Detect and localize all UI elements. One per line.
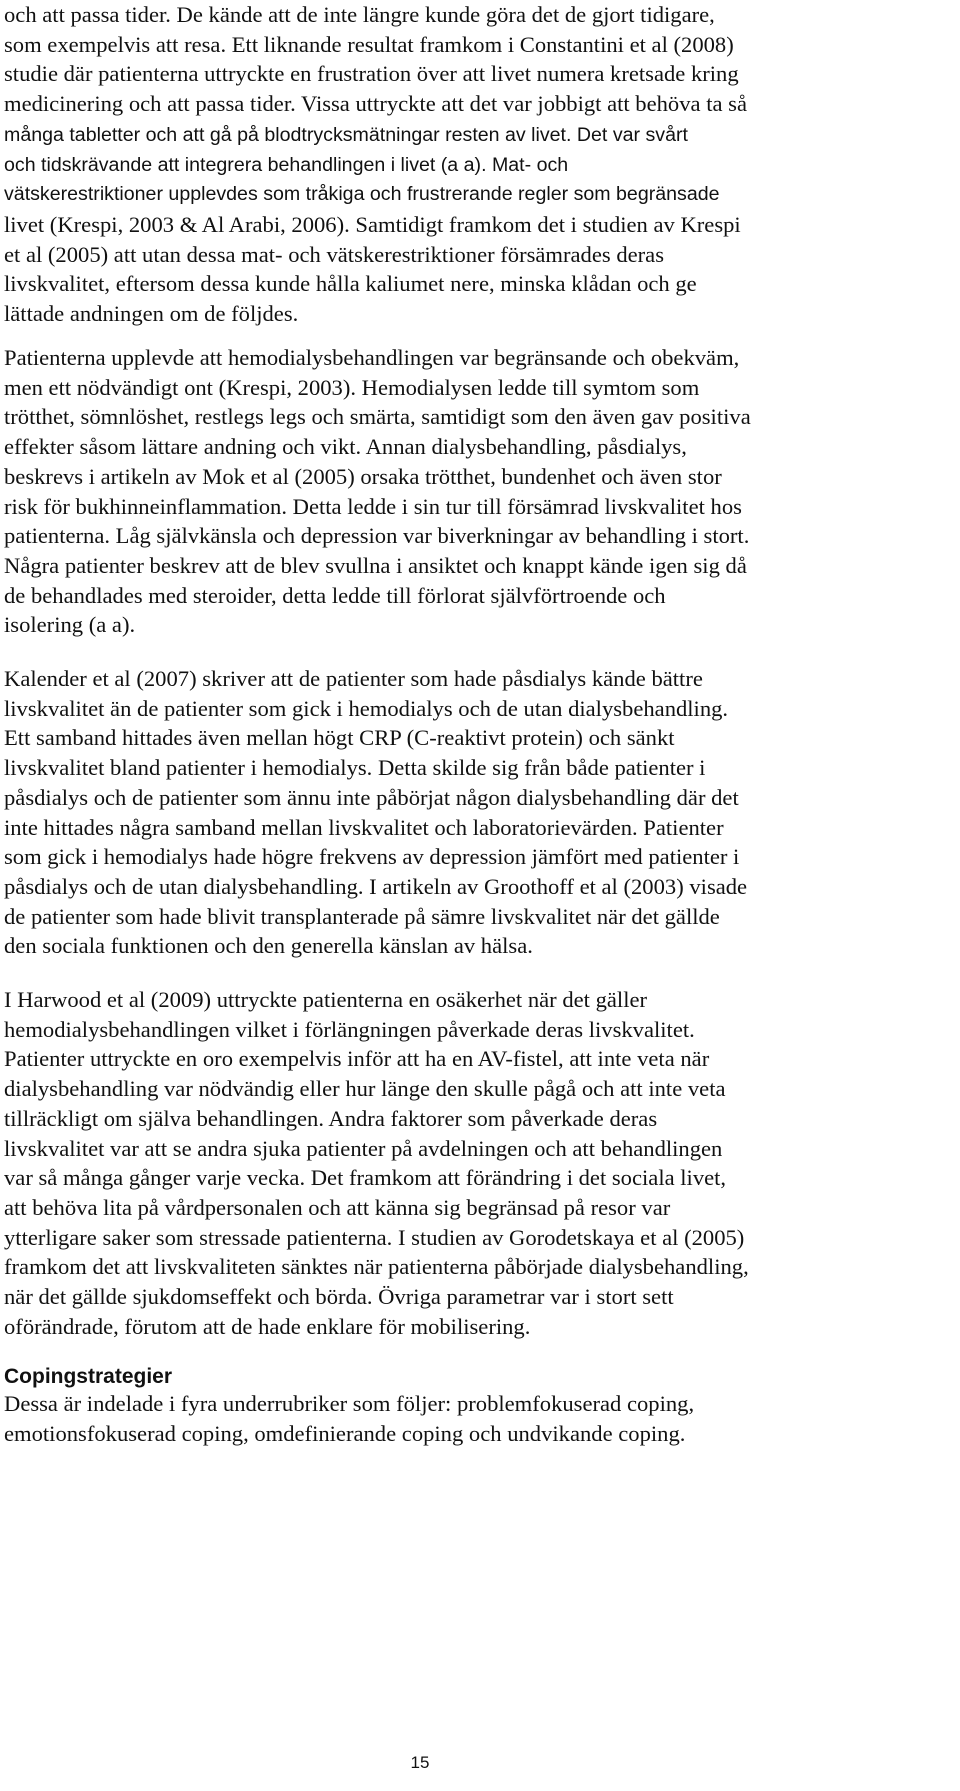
section-heading: Copingstrategier xyxy=(4,1365,173,1388)
paragraph-3 xyxy=(4,664,956,961)
text-line: ytterligare saker som stressade patienterna. I studien av Gorodetskaya et al (2005) xyxy=(4,1224,745,1250)
text-line: de patienter som hade blivit transplanterade på sämre livskvalitet när det gällde xyxy=(4,903,720,929)
text-line: många tabletter och att gå på blodtrycksmätningar resten av livet. Det var svårt xyxy=(4,123,688,146)
text-line: tillräckligt om själva behandlingen. Andra faktorer som påverkade deras xyxy=(4,1105,658,1131)
text-line: Kalender et al (2007) skriver att de patienter som hade påsdialys kände bättre xyxy=(4,666,703,691)
text-line: när det gällde sjukdomseffekt och börda. Övriga parametrar var i stort sett xyxy=(4,1284,674,1310)
text-line: emotionsfokuserad coping, omdefinierande coping och undvikande coping. xyxy=(4,1420,686,1446)
text-line: inte hittades några samband mellan livskvalitet och laboratorievärden. Patienter xyxy=(4,814,724,840)
text-line: de behandlades med steroider, detta ledde till förlorat självförtroende och xyxy=(4,582,666,608)
text-line: et al (2005) att utan dessa mat- och vätskerestriktioner försämrades deras xyxy=(4,241,664,267)
text-line: Patienter uttryckte en oro exempelvis inför att ha en AV-fistel, att inte veta när xyxy=(4,1046,710,1072)
text-line: lättade andningen om de följdes. xyxy=(4,301,299,327)
text-line: hemodialysbehandlingen vilket i förlängningen påverkade deras livskvalitet. xyxy=(4,1016,695,1042)
text-line: livet (Krespi, 2003 & Al Arabi, 2006). Samtidigt framkom det i studien av Krespi xyxy=(4,211,741,237)
paragraph-2 xyxy=(4,343,956,640)
text-line: påsdialys och de patienter som ännu inte påbörjat någon dialysbehandling där det xyxy=(4,784,739,810)
text-line: livskvalitet, eftersom dessa kunde hålla kaliumet nere, minska klådan och ge xyxy=(4,271,697,297)
text-line: att behöva lita på vårdpersonalen och att känna sig begränsad på resor var xyxy=(4,1194,671,1220)
text-line: patienterna. Låg självkänsla och depression var biverkningar av behandling i stort. xyxy=(4,523,750,549)
text-line: studie där patienterna uttryckte en frustration över att livet numera kretsade kring xyxy=(4,61,739,87)
text-line: isolering (a a). xyxy=(4,612,136,638)
text-line: Dessa är indelade i fyra underrubriker som följer: problemfokuserad coping, xyxy=(4,1391,695,1416)
text-line: oförändrade, förutom att de hade enklare för mobilisering. xyxy=(4,1313,531,1339)
text-line: effekter såsom lättare andning och vikt. Annan dialysbehandling, påsdialys, xyxy=(4,434,687,460)
text-line: Ett samband hittades även mellan högt CRP (C-reaktivt protein) och sänkt xyxy=(4,725,675,751)
text-line: framkom det att livskvaliteten sänktes när patienterna påbörjade dialysbehandling, xyxy=(4,1254,749,1280)
text-line: livskvalitet bland patienter i hemodialys. Detta skilde sig från både patienter i xyxy=(4,755,706,781)
text-line: livskvalitet än de patienter som gick i hemodialys och de utan dialysbehandling. xyxy=(4,695,729,721)
paragraph-1 xyxy=(4,0,956,329)
paragraph-5 xyxy=(4,1389,956,1448)
text-line: trötthet, sömnlöshet, restlegs legs och smärta, samtidigt som den även gav positiva xyxy=(4,404,751,430)
text-line: och att passa tider. De kände att de inte längre kunde göra det de gjort tidigare, xyxy=(4,2,715,27)
text-line: Några patienter beskrev att de blev svullna i ansiktet och knappt kände igen sig då xyxy=(4,552,747,578)
text-line: och tidskrävande att integrera behandlingen i livet (a a). Mat- och xyxy=(4,153,569,176)
paragraph-4 xyxy=(4,985,956,1341)
text-line: risk för bukhinneinflammation. Detta ledde i sin tur till försämrad livskvalitet hos xyxy=(4,493,742,519)
text-line: påsdialys och de utan dialysbehandling. I artikeln av Groothoff et al (2003) visade xyxy=(4,873,748,899)
text-line: dialysbehandling var nödvändig eller hur länge den skulle pågå och att inte veta xyxy=(4,1076,726,1102)
text-line: som exempelvis att resa. Ett liknande resultat framkom i Constantini et al (2008) xyxy=(4,31,734,57)
text-line: men ett nödvändigt ont (Krespi, 2003). Hemodialysen ledde till symtom som xyxy=(4,374,700,400)
text-line-mixed: medicinering och att passa tider. Vissa uttryckte att det var jobbigt att behöva ta så xyxy=(4,91,747,117)
text-line: livskvalitet var att se andra sjuka patienter på avdelningen och att behandlingen xyxy=(4,1135,723,1161)
text-line: den sociala funktionen och den generella känslan av hälsa. xyxy=(4,933,533,959)
text-line: som gick i hemodialys hade högre frekvens av depression jämfört med patienter i xyxy=(4,844,740,870)
text-line: beskrevs i artikeln av Mok et al (2005) orsaka trötthet, bundenhet och även stor xyxy=(4,463,722,489)
text-line: I Harwood et al (2009) uttryckte patienterna en osäkerhet när det gäller xyxy=(4,987,648,1012)
text-line xyxy=(4,89,956,121)
text-line: Patienterna upplevde att hemodialysbehandlingen var begränsande och obekväm, xyxy=(4,345,740,370)
text-line: var så många gånger varje vecka. Det framkom att förändring i det sociala livet, xyxy=(4,1165,727,1191)
text-line: vätskerestriktioner upplevdes som tråkiga och frustrerande regler som begränsade xyxy=(4,183,720,206)
page-number: 15 xyxy=(410,1753,430,1772)
